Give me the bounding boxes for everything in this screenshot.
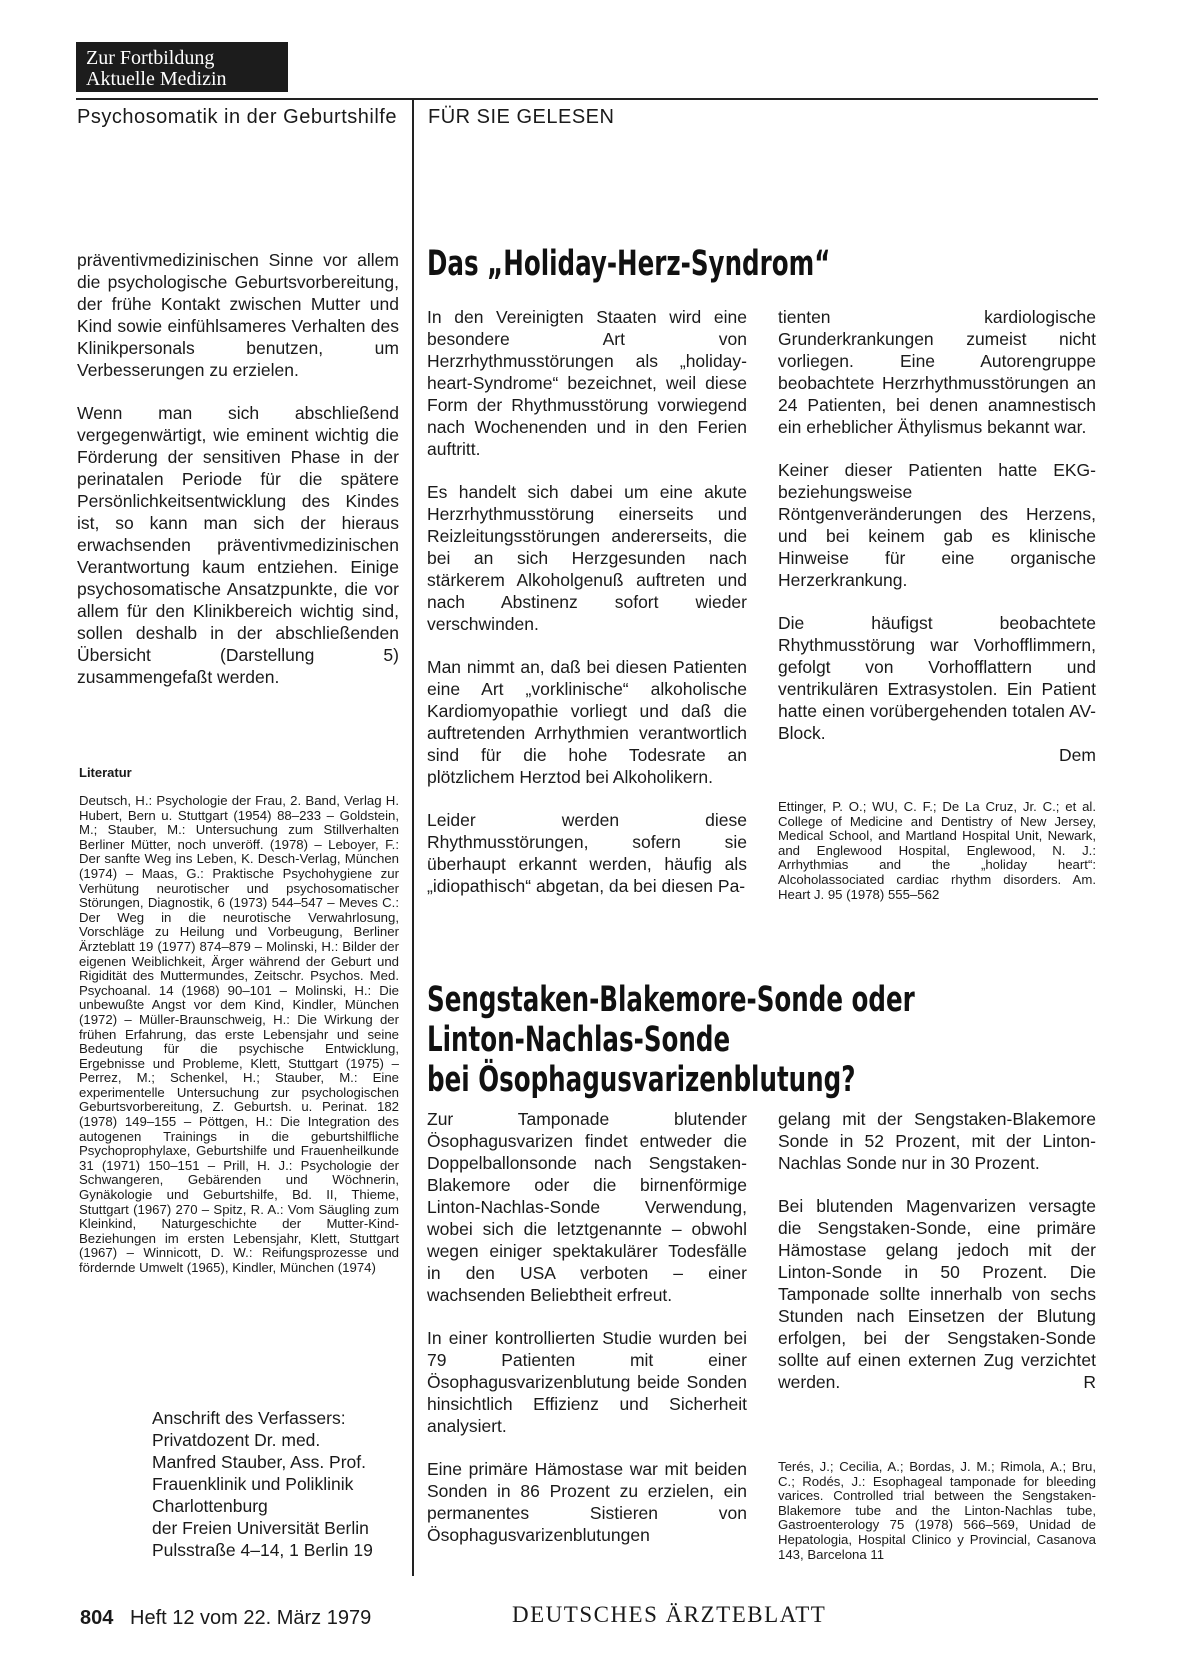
address-line: Manfred Stauber, Ass. Prof. xyxy=(152,1452,366,1472)
author-address xyxy=(152,1407,402,1561)
page-number: 804 xyxy=(80,1607,114,1629)
address-line: Pulsstraße 4–14, 1 Berlin 19 xyxy=(152,1540,373,1560)
column-divider xyxy=(412,98,414,1576)
address-line: der Freien Universität Berlin xyxy=(152,1518,369,1538)
section-label-line-2: Aktuelle Medizin xyxy=(86,68,227,90)
address-line: Privatdozent Dr. med. xyxy=(152,1430,321,1450)
article-2-reference: Terés, J.; Cecilia, A.; Bordas, J. M.; Rimola, A.; Bru, C.; Rodés, J.: Esophageal tamponade for bleeding varices. Controlled trial between the Sengstaken-Blakemore tube and the Linton-Nachlas tube, Gastroenterology 75 (1978) 566–569, Unidad de Hepatologia, Hospital Clinico y Provincial, Casanova 143, Barcelona 11 xyxy=(778,1459,1096,1562)
article-2-signature: R xyxy=(1083,1372,1096,1392)
paragraph: In einer kontrollierten Studie wurden bei 79 Patienten mit einer Ösophagusvarizenblutung beide Sonden hinsichtlich Effizienz und Sicherheit analysiert. xyxy=(427,1328,747,1436)
article-1-column-1 xyxy=(427,306,747,918)
article-2-title-line: bei Ösophagusvarizenblutung? xyxy=(427,1060,856,1100)
article-2-column-2 xyxy=(778,1108,1096,1393)
article-1-reference: Ettinger, P. O.; WU, C. F.; De La Cruz, Jr. C.; et al. College of Medicine and Dentistry of New Jersey, Medical School, and Martland Hospital Unit, Newark, and Englewood Hospital, Englewood, N. J.: Arrhythmias and the „holiday heart“: Alcoholassociated cardiac rhythm disorders. Am. Heart J. 95 (1978) 555–562 xyxy=(778,799,1096,902)
paragraph: gelang mit der Sengstaken-Blakemore Sonde in 52 Prozent, mit der Linton-Nachlas Sonde nur in 30 Prozent. xyxy=(778,1109,1096,1173)
header-rule xyxy=(76,98,1098,100)
article-1-title: Das „Holiday-Herz-Syndrom“ xyxy=(427,244,831,284)
article-2-title-line: Linton-Nachlas-Sonde xyxy=(427,1020,731,1060)
paragraph: tienten kardiologische Grunderkrankungen zumeist nicht vorliegen. Eine Autorengruppe beobachtete Herzrhythmusstörungen an 24 Patienten, bei denen anamnestisch ein erheblicher Äthylismus bekannt war. xyxy=(778,307,1096,437)
paragraph: Keiner dieser Patienten hatte EKG-beziehungsweise Röntgenveränderungen des Herzens, und bei keinem gab es klinische Hinweise für eine organische Herzerkrankung. xyxy=(778,460,1096,590)
journal-name: DEUTSCHES ÄRZTEBLATT xyxy=(512,1602,827,1627)
paragraph: Bei blutenden Magenvarizen versagte die Sengstaken-Sonde, eine primäre Hämostase gelang jedoch mit der Linton-Sonde in 50 Prozent. Die Tamponade sollte innerhalb von sechs Stunden nach Einsetzen der Blutung erfolgen, bei der Sengstaken-Sonde sollte auf einen externen Zug verzichtet werden. xyxy=(778,1196,1096,1392)
paragraph: Man nimmt an, daß bei diesen Patienten eine Art „vorklinische“ alkoholische Kardiomyopathie vorliegt und daß die auftretenden Arrhythmien verantwortlich sind für die hohe Todesrate an plötzlichem Herztod bei Alkoholikern. xyxy=(427,657,747,787)
article-2-title-line: Sengstaken-Blakemore-Sonde oder xyxy=(427,980,915,1020)
paragraph: Zur Tamponade blutender Ösophagusvarizen findet entweder die Doppelballonsonde nach Sengstaken-Blakemore oder die birnenförmige Linton-Nachlas-Sonde Verwendung, wobei sich die letztgenannte – obwohl wegen einiger spektakulärer Todesfälle in den USA verboten – einer wachsenden Beliebtheit erfreut. xyxy=(427,1109,747,1305)
address-line: Frauenklinik und Poliklinik xyxy=(152,1474,354,1494)
article-1-column-2 xyxy=(778,306,1096,766)
issue-info: Heft 12 vom 22. März 1979 xyxy=(130,1607,372,1629)
paragraph: Leider werden diese Rhythmusstörungen, sofern sie überhaupt erkannt werden, häufig als „idiopathisch“ abgetan, da bei diesen Pa- xyxy=(427,810,747,896)
address-line: Charlottenburg xyxy=(152,1496,268,1516)
article-1-signature: Dem xyxy=(1059,745,1096,765)
paragraph: In den Vereinigten Staaten wird eine besondere Art von Herzrhythmusstörungen als „holiday-heart-Syndrome“ bezeichnet, weil diese Form der Rhythmusstörung vorwiegend nach Wochenenden und in den Ferien auftritt. xyxy=(427,307,747,459)
article-2-title xyxy=(427,980,1052,1100)
paragraph: Eine primäre Hämostase war mit beiden Sonden in 86 Prozent zu erzielen, ein permanentes Sistieren von Ösophagusvarizenblutungen xyxy=(427,1459,747,1545)
article-2-column-1 xyxy=(427,1108,747,1546)
paragraph: Die häufigst beobachtete Rhythmusstörung war Vorhofflimmern, gefolgt von Vorhofflattern und ventrikulären Extrasystolen. Ein Patient hatte einen vorübergehenden totalen AV-Block. xyxy=(778,613,1096,743)
paragraph: Es handelt sich dabei um eine akute Herzrhythmusstörung einerseits und Reizleitungsstörungen andererseits, die bei an sich Herzgesunden nach stärkerem Alkoholgenuß auftreten und nach Abstinenz sofort wieder verschwinden. xyxy=(427,482,747,634)
left-column-text xyxy=(77,249,399,709)
literature-title: Literatur xyxy=(79,765,132,780)
address-line: Anschrift des Verfassers: xyxy=(152,1408,346,1428)
paragraph: Wenn man sich abschließend vergegenwärtigt, wie eminent wichtig die Förderung der sensitiven Phase in der perinatalen Periode für die spätere Persönlichkeitsentwicklung des Kindes ist, so kann man sich der hieraus erwachsenden präventivmedizinischen Verantwortung kaum entziehen. Einige psychosomatische Ansatzpunkte, die vor allem für den Klinikbereich wichtig sind, sollen deshalb in der abschließenden Übersicht (Darstellung 5) zusammengefaßt werden. xyxy=(77,403,399,687)
running-head-left: Psychosomatik in der Geburtshilfe xyxy=(77,106,397,128)
literature-list: Deutsch, H.: Psychologie der Frau, 2. Band, Verlag H. Hubert, Bern u. Stuttgart (1954) 88–233 – Goldstein, M.; Stauber, M.: Untersuchung zum Stillverhalten Berliner Mütter, noch unveröff. (1978) – Leboyer, F.: Der sanfte Weg ins Leben, K. Desch-Verlag, München (1974) – Maas, G.: Praktische Psychohygiene zur Verhütung neurotischer und psychosomatischer Störungen, Diagnostik, 6 (1973) 544–547 – Meves C.: Der Weg in die neurotische Verwahrlosung, Vorschläge zu Heilung und Vorbeugung, Berliner Ärzteblatt 19 (1977) 874–879 – Molinski, H.: Bilder der eigenen Weiblichkeit, Ärger während der Geburt und Rigidität des Muttermundes, Zeitschr. Psychos. Med. Psychoanal. 14 (1968) 90–101 – Molinski, H.: Die unbewußte Angst vor dem Kind, Kindler, München (1972) – Müller-Braunschweig, H.: Die Wirkung der frühen Erfahrung, das erste Lebensjahr und seine Bedeutung für die psychische Entwicklung, Ergebnisse und Probleme, Klett, Stuttgart (1975) – Perrez, M.; Schenkel, H.; Stauber, M.: Eine experimentelle Untersuchung zur psychologischen Geburtsvorbereitung, Z. Geburtsh. u. Perinat. 182 (1978) 149–155 – Pöttgen, H.: Die Integration des autogenen Trainings in die geburtshilfliche Psychoprophylaxe, Geburtshilfe und Frauenheilkunde 31 (1971) 150–151 – Prill, H. J.: Psychologie der Schwangeren, Gebärenden und Wöchnerin, Gynäkologie und Geburtshilfe, Bd. II, Thieme, Stuttgart (1967) 270 – Spitz, R. A.: Vom Säugling zum Kleinkind, Naturgeschichte der Mutter-Kind-Beziehungen im ersten Lebensjahr, Klett, Stuttgart (1967) – Winnicott, D. W.: Reifungsprozesse und fördernde Umwelt (1965), Kindler, München (1974) xyxy=(79,793,399,1275)
paragraph: präventivmedizinischen Sinne vor allem die psychologische Geburtsvorbereitung, der frühe Kontakt zwischen Mutter und Kind sowie einfühlsameres Verhalten des Klinikpersonals benutzen, um Verbesserungen zu erzielen. xyxy=(77,250,399,380)
running-head-right: FÜR SIE GELESEN xyxy=(428,106,615,128)
section-label-line-1: Zur Fortbildung xyxy=(86,47,215,69)
section-label xyxy=(76,42,288,92)
